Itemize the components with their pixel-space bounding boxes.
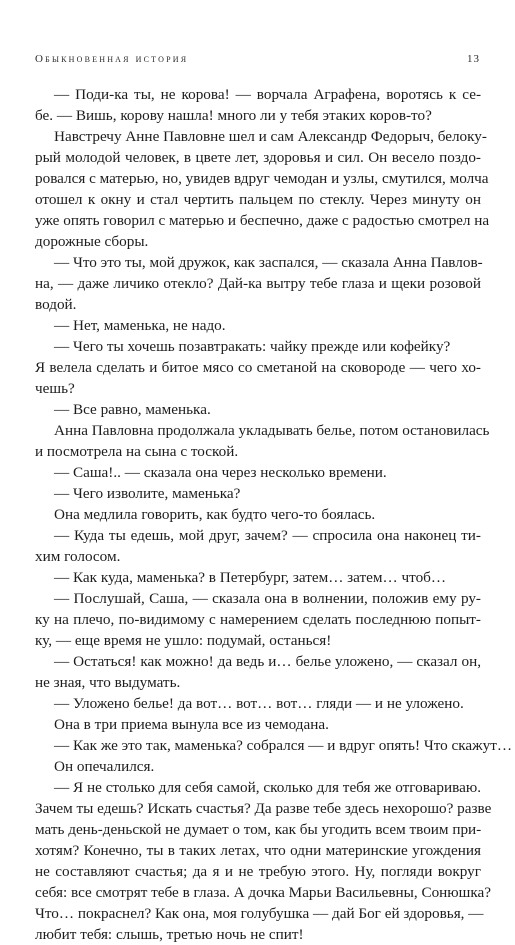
text-line: — Послушай, Саша, — сказала она в волнении, положив ему ру- bbox=[54, 590, 481, 607]
text-line: Он опечалился. bbox=[54, 758, 155, 775]
text-line: любит тебя: слышь, третью ночь не спит! bbox=[35, 926, 304, 943]
text-line: — Чего ты хочешь позавтракать: чайку прежде или кофейку? bbox=[54, 338, 451, 355]
text-line: — Уложено белье! да вот… вот… вот… гляди — и не уложено. bbox=[54, 695, 464, 712]
text-line: — Я не столько для себя самой, сколько для тебя же отговариваю. bbox=[54, 779, 481, 796]
text-line: хим голосом. bbox=[35, 548, 121, 565]
text-line: мать день-деньской не думает о том, как бы угодить всем твоим при- bbox=[35, 821, 482, 838]
text-line: — Остаться! как можно! да ведь и… белье уложено, — сказал он, bbox=[54, 653, 481, 670]
running-title: Обыкновенная история bbox=[35, 53, 189, 65]
text-line: рый молодой человек, в цвете лет, здоровья и сил. Он весело поздо- bbox=[35, 149, 481, 166]
text-line: водой. bbox=[35, 296, 77, 313]
text-line: отошел к окну и стал чертить пальцем по стеклу. Через минуту он bbox=[35, 191, 481, 208]
text-line: — Нет, маменька, не надо. bbox=[54, 317, 226, 334]
text-line: — Куда ты едешь, мой друг, зачем? — спросила она наконец ти- bbox=[54, 527, 481, 544]
text-line: — Чего изволите, маменька? bbox=[54, 485, 241, 502]
text-line: Она медлила говорить, как будто чего-то боялась. bbox=[54, 506, 376, 523]
text-line: — Как куда, маменька? в Петербург, затем… затем… чтоб… bbox=[54, 569, 447, 586]
text-line: и посмотрела на сына с тоской. bbox=[35, 443, 239, 460]
text-line: — Как же это так, маменька? собрался — и вдруг опять! Что скажут… bbox=[54, 737, 513, 754]
text-line: не зная, что выдумать. bbox=[35, 674, 181, 691]
text-line: Она в три приема вынула все из чемодана. bbox=[54, 716, 329, 733]
text-line: хотям? Конечно, ты в таких летах, что одни материнские угождения bbox=[35, 842, 481, 859]
text-line: Навстречу Анне Павловне шел и сам Александр Федорыч, белоку- bbox=[54, 128, 487, 145]
text-line: Зачем ты едешь? Искать счастья? Да разве тебе здесь нехорошо? разве bbox=[35, 800, 492, 817]
text-line: Что… покраснел? Как она, моя голубушка — дай Бог ей здоровья, — bbox=[35, 905, 484, 922]
page-number: 13 bbox=[467, 53, 480, 65]
text-line: себя: все смотрят тебе в глаза. А дочка Марьи Васильевны, Сонюшка? bbox=[35, 884, 491, 901]
text-line: дорожные сборы. bbox=[35, 233, 149, 250]
running-head bbox=[35, 51, 480, 67]
body-text bbox=[35, 84, 513, 945]
text-line: Я велела сделать и битое мясо со сметаной на сковороде — чего хо- bbox=[35, 359, 481, 376]
text-line: Анна Павловна продолжала укладывать белье, потом остановилась bbox=[54, 422, 490, 439]
text-line: — Что это ты, мой дружок, как заспался, — сказала Анна Павлов- bbox=[54, 254, 483, 271]
text-line: — Все равно, маменька. bbox=[54, 401, 211, 418]
text-line: — Саша!.. — сказала она через несколько времени. bbox=[54, 464, 387, 481]
text-line: — Поди-ка ты, не корова! — ворчала Аграфена, воротясь к се- bbox=[54, 86, 481, 103]
text-line: ку на плечо, по-видимому с намерением сделать последнюю попыт- bbox=[35, 611, 481, 628]
text-line: уже опять говорил с матерью и беспечно, даже с радостью смотрел на bbox=[35, 212, 490, 229]
text-line: чешь? bbox=[35, 380, 75, 397]
text-line: не составляют счастья; да я и не требую этого. Ну, погляди вокруг bbox=[35, 863, 481, 880]
text-line: ку, — еще время не ушло: подумай, останься! bbox=[35, 632, 332, 649]
text-line: бе. — Вишь, корову нашла! много ли у тебя этаких коров-то? bbox=[35, 107, 432, 124]
text-line: ровался с матерью, но, увидев вдруг чемодан и узлы, смутился, молча bbox=[35, 170, 489, 187]
text-line: на, — даже личико отекло? Дай-ка вытру тебе глаза и щеки розовой bbox=[35, 275, 481, 292]
